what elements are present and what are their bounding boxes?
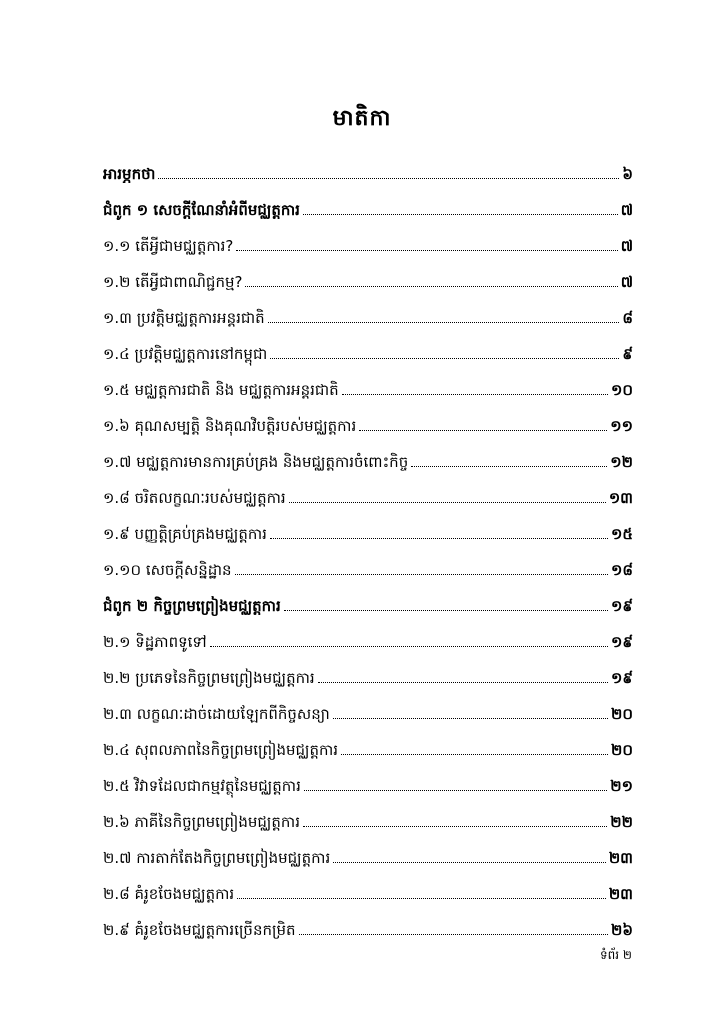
toc-entry-page-number: ១០ xyxy=(611,381,633,399)
toc-entry-label: ២.៨ គំរូខចែងមជ្ឈត្តការ xyxy=(103,885,235,903)
dot-leader xyxy=(158,178,619,179)
toc-entry-page-number: ៧ xyxy=(620,237,633,255)
toc-entry-label: ២.៦ ភាគីនៃកិច្ចព្រមព្រៀងមជ្ឈត្តការ xyxy=(103,813,300,831)
dot-leader xyxy=(235,574,608,575)
dot-leader xyxy=(237,898,606,899)
page-title: មាតិកា xyxy=(332,106,392,131)
toc-entry-label: ១.១០ សេចក្តីសន្និដ្ឋាន xyxy=(103,561,232,579)
toc-chapter-entry[interactable] xyxy=(103,148,633,184)
table-of-contents xyxy=(103,148,633,940)
dot-leader xyxy=(303,214,618,215)
toc-section-entry[interactable] xyxy=(103,256,633,292)
toc-entry-page-number: ៧ xyxy=(620,273,633,291)
dot-leader xyxy=(289,502,606,503)
toc-section-entry[interactable] xyxy=(103,436,633,472)
toc-entry-page-number: ២២ xyxy=(610,813,633,831)
dot-leader xyxy=(210,646,608,647)
toc-entry-label: ១.២ តើអ្វីជាពាណិជ្ជកម្ម? xyxy=(103,273,243,291)
dot-leader xyxy=(303,826,607,827)
toc-entry-page-number: ២៦ xyxy=(611,921,633,939)
toc-entry-page-number: ១៩ xyxy=(611,597,633,615)
toc-entry-label: ២.២ ប្រភេទនៃកិច្ចព្រមព្រៀងមជ្ឈត្តការ xyxy=(103,669,315,687)
toc-section-entry[interactable] xyxy=(103,652,633,688)
toc-section-entry[interactable] xyxy=(103,472,633,508)
toc-entry-page-number: ២៣ xyxy=(608,885,633,903)
toc-section-entry[interactable] xyxy=(103,688,633,724)
toc-entry-page-number: ២៣ xyxy=(608,849,633,867)
toc-section-entry[interactable] xyxy=(103,292,633,328)
toc-entry-label: ២.១ ទិដ្ឋភាពទូទៅ xyxy=(103,633,207,651)
toc-entry-label: ១.១ តើអ្វីជាមជ្ឈត្តការ? xyxy=(103,237,234,255)
page-number-footer: ទំព័រ ២ xyxy=(600,948,632,962)
toc-entry-page-number: ៨ xyxy=(622,309,633,327)
dot-leader xyxy=(270,358,619,359)
toc-entry-label: ២.៩ គំរូខចែងមជ្ឈត្តការច្រើនកម្រិត xyxy=(103,921,296,939)
toc-entry-label: ២.៥ វិវាទដែលជាកម្មវត្ថុនៃមជ្ឈត្តការ xyxy=(103,777,301,795)
toc-entry-label: ១.៦ គុណសម្បត្តិ និងគុណវិបត្តិរបស់មជ្ឈត្តការ xyxy=(103,417,357,435)
dot-leader xyxy=(333,718,608,719)
toc-entry-page-number: ៧ xyxy=(620,201,633,219)
toc-section-entry[interactable] xyxy=(103,724,633,760)
toc-chapter-entry[interactable] xyxy=(103,580,633,616)
toc-section-entry[interactable] xyxy=(103,904,633,940)
toc-entry-page-number: ១៥ xyxy=(611,525,633,543)
toc-section-entry[interactable] xyxy=(103,508,633,544)
dot-leader xyxy=(284,610,608,611)
toc-entry-label: ១.៤ ប្រវត្តិមជ្ឈត្តការនៅកម្ពុជា xyxy=(103,345,268,363)
toc-entry-label: ២.៣ លក្ខណៈដាច់ដោយឡែកពីកិច្ចសន្យា xyxy=(103,705,330,723)
toc-section-entry[interactable] xyxy=(103,400,633,436)
toc-entry-label: ១.៧ មជ្ឈត្តការមានការគ្រប់គ្រង និងមជ្ឈត្តការចំពោះកិច្ច xyxy=(103,453,409,471)
toc-entry-label: ២.៧ ការតាក់តែងកិច្ចព្រមព្រៀងមជ្ឈត្តការ xyxy=(103,849,331,867)
toc-entry-label: អារម្ភកថា xyxy=(103,165,156,183)
toc-entry-label: ១.៨ ចរិតលក្ខណៈរបស់មជ្ឈត្តការ xyxy=(103,489,286,507)
toc-entry-label: ១.៥ មជ្ឈត្តការជាតិ និង មជ្ឈត្តការអន្តរជាតិ xyxy=(103,381,339,399)
toc-entry-page-number: ១២ xyxy=(610,453,633,471)
dot-leader xyxy=(245,286,617,287)
toc-entry-page-number: ១៩ xyxy=(611,633,633,651)
toc-entry-label: ១.៩ បញ្ញត្តិគ្រប់គ្រងមជ្ឈត្តការ xyxy=(103,525,267,543)
toc-entry-page-number: ២០ xyxy=(611,741,633,759)
toc-entry-page-number: ២១ xyxy=(610,777,633,795)
toc-section-entry[interactable] xyxy=(103,616,633,652)
dot-leader xyxy=(299,934,609,935)
toc-section-entry[interactable] xyxy=(103,544,633,580)
toc-entry-page-number: ១៨ xyxy=(611,561,633,579)
toc-entry-page-number: ១៣ xyxy=(608,489,633,507)
dot-leader xyxy=(236,250,617,251)
toc-entry-label: ២.៤ សុពលភាពនៃកិច្ចព្រមព្រៀងមជ្ឈត្តការ xyxy=(103,741,339,759)
toc-section-entry[interactable] xyxy=(103,796,633,832)
toc-section-entry[interactable] xyxy=(103,868,633,904)
toc-section-entry[interactable] xyxy=(103,760,633,796)
toc-entry-page-number: ៩ xyxy=(622,345,633,363)
toc-section-entry[interactable] xyxy=(103,220,633,256)
toc-chapter-entry[interactable] xyxy=(103,184,633,220)
dot-leader xyxy=(341,754,608,755)
toc-entry-label: ជំពូក ១ សេចក្តីណែនាំអំពីមជ្ឈត្តការ xyxy=(103,201,300,219)
dot-leader xyxy=(268,322,620,323)
dot-leader xyxy=(333,862,606,863)
toc-entry-page-number: ១៩ xyxy=(611,669,633,687)
toc-section-entry[interactable] xyxy=(103,832,633,868)
toc-entry-page-number: ១១ xyxy=(610,417,633,435)
dot-leader xyxy=(342,394,608,395)
dot-leader xyxy=(304,790,607,791)
dot-leader xyxy=(411,466,607,467)
toc-entry-page-number: ២០ xyxy=(611,705,633,723)
toc-section-entry[interactable] xyxy=(103,328,633,364)
toc-entry-label: ជំពូក ២ កិច្ចព្រមព្រៀងមជ្ឈត្តការ xyxy=(103,597,281,615)
toc-entry-page-number: ៦ xyxy=(622,165,633,183)
dot-leader xyxy=(359,430,607,431)
dot-leader xyxy=(270,538,608,539)
toc-entry-label: ១.៣ ប្រវត្តិមជ្ឈត្តការអន្តរជាតិ xyxy=(103,309,265,327)
toc-section-entry[interactable] xyxy=(103,364,633,400)
dot-leader xyxy=(318,682,608,683)
